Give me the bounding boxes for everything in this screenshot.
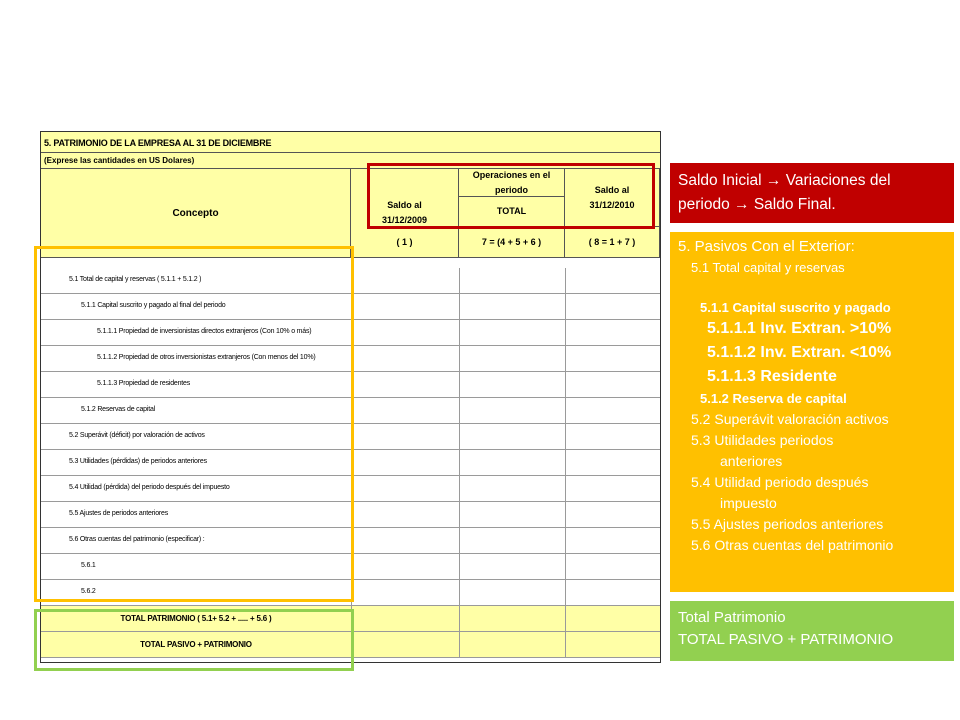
cell-total[interactable]	[459, 294, 565, 319]
callout-amber-item: anteriores	[720, 453, 783, 469]
callout-green-line2: TOTAL PASIVO + PATRIMONIO	[678, 631, 894, 648]
cell-saldo-final[interactable]	[565, 632, 660, 657]
cell-total[interactable]	[459, 476, 565, 501]
cell-saldo-inicial[interactable]	[351, 502, 459, 527]
highlight-amber-concepts	[34, 246, 354, 602]
callout-amber-item: impuesto	[720, 495, 777, 511]
callout-amber-item: 5.4 Utilidad periodo después	[691, 474, 869, 490]
cell-saldo-inicial[interactable]	[351, 346, 459, 371]
cell-saldo-final[interactable]	[565, 606, 660, 631]
row-label: TOTAL PASIVO + PATRIMONIO	[140, 640, 252, 649]
callout-amber-item: 5.1 Total capital y reservas	[691, 260, 845, 275]
cell-total[interactable]	[459, 372, 565, 397]
cell-saldo-final[interactable]	[565, 554, 660, 579]
header-total: TOTAL	[459, 197, 565, 227]
cell-saldo-inicial[interactable]	[351, 450, 459, 475]
callout-amber-item: 5.1.1.3 Residente	[707, 368, 837, 385]
row-label: 5.4 Utilidad (pérdida) del periodo después del impuesto	[69, 484, 230, 491]
cell-saldo-final[interactable]	[565, 320, 660, 345]
cell-saldo-final[interactable]	[565, 398, 660, 423]
callout-amber-item: 5.3 Utilidades periodos	[691, 432, 834, 448]
cell-total[interactable]	[459, 398, 565, 423]
header-code-1: ( 1 )	[351, 227, 459, 258]
header-concepto: Concepto	[41, 169, 351, 258]
header-saldo-inicial-line2: 31/12/2009	[381, 215, 428, 225]
cell-total[interactable]	[459, 554, 565, 579]
sheet-title: 5. PATRIMONIO DE LA EMPRESA AL 31 DE DICIEMBRE	[41, 132, 660, 153]
callout-green-line1: Total Patrimonio	[678, 609, 786, 626]
callout-amber	[670, 232, 954, 592]
callout-amber-item: 5.1.1.2 Inv. Extran. <10%	[707, 344, 892, 361]
cell-saldo-final[interactable]	[565, 502, 660, 527]
cell-saldo-inicial[interactable]	[351, 320, 459, 345]
header-code-8: ( 8 = 1 + 7 )	[565, 227, 660, 258]
callout-amber-item: 5.1.1 Capital suscrito y pagado	[700, 300, 891, 315]
row-label: 5.6.1	[81, 562, 96, 569]
header-saldo-final-line1: Saldo al	[594, 184, 630, 195]
row-label: 5.1.1 Capital suscrito y pagado al final del periodo	[81, 302, 226, 309]
callout-amber-item: 5.5 Ajustes periodos anteriores	[691, 516, 884, 532]
row-label: 5.6 Otras cuentas del patrimonio (especificar) :	[69, 536, 205, 543]
callout-amber-title: 5. Pasivos Con el Exterior:	[678, 238, 855, 255]
row-label: 5.1 Total de capital y reservas ( 5.1.1 + 5.1.2 )	[69, 276, 202, 283]
row-label: 5.6.2	[81, 588, 96, 595]
header-saldo-inicial-line1: Saldo al	[387, 200, 422, 210]
highlight-green-totals	[34, 609, 354, 671]
cell-saldo-final[interactable]	[565, 294, 660, 319]
callout-amber-item: 5.1.1.1 Inv. Extran. >10%	[707, 320, 892, 337]
cell-saldo-final[interactable]	[565, 346, 660, 371]
callout-red-text: Saldo Inicial → Variaciones del periodo → Saldo Final.	[678, 172, 891, 213]
callout-amber-item: 5.1.2 Reserva de capital	[700, 391, 847, 406]
cell-saldo-final[interactable]	[565, 372, 660, 397]
cell-saldo-final[interactable]	[565, 450, 660, 475]
row-label: 5.5 Ajustes de periodos anteriores	[69, 510, 169, 517]
cell-saldo-inicial[interactable]	[351, 424, 459, 449]
row-label: 5.2 Superávit (déficit) por valoración de activos	[69, 432, 205, 439]
cell-total[interactable]	[459, 320, 565, 345]
cell-saldo-inicial[interactable]	[351, 554, 459, 579]
cell-total[interactable]	[459, 346, 565, 371]
row-label: 5.1.1.3 Propiedad de residentes	[97, 380, 191, 387]
sheet-subtitle: (Exprese las cantidades en US Dolares)	[41, 153, 660, 169]
cell-total[interactable]	[459, 450, 565, 475]
cell-saldo-inicial[interactable]	[351, 372, 459, 397]
cell-total[interactable]	[459, 632, 565, 657]
row-label: 5.1.1.1 Propiedad de inversionistas directos extranjeros (Con 10% o más)	[97, 328, 312, 335]
header-code-7: 7 = (4 + 5 + 6 )	[459, 227, 565, 258]
cell-total[interactable]	[459, 580, 565, 605]
cell-saldo-final[interactable]	[565, 528, 660, 553]
cell-saldo-inicial[interactable]	[351, 294, 459, 319]
cell-total[interactable]	[459, 424, 565, 449]
highlight-red-columns	[367, 163, 655, 229]
header-operaciones: Operaciones en el periodo	[459, 169, 565, 197]
cell-saldo-inicial[interactable]	[351, 268, 459, 293]
callout-amber-item: 5.2 Superávit valoración activos	[691, 411, 889, 427]
callout-green	[670, 601, 954, 661]
cell-total[interactable]	[459, 502, 565, 527]
header-saldo-final-line2: 31/12/2010	[589, 199, 635, 210]
cell-total[interactable]	[459, 606, 565, 631]
callout-red	[670, 163, 954, 223]
cell-saldo-inicial[interactable]	[351, 476, 459, 501]
cell-total[interactable]	[459, 268, 565, 293]
row-label: TOTAL PATRIMONIO ( 5.1+ 5.2 + ..... + 5.6 )	[120, 614, 272, 623]
row-label: 5.1.2 Reservas de capital	[81, 406, 155, 413]
row-label: 5.3 Utilidades (pérdidas) de periodos anteriores	[69, 458, 207, 465]
cell-saldo-inicial[interactable]	[351, 632, 459, 657]
callout-amber-item: 5.6 Otras cuentas del patrimonio	[691, 537, 894, 553]
cell-saldo-final[interactable]	[565, 424, 660, 449]
cell-saldo-inicial[interactable]	[351, 580, 459, 605]
cell-saldo-inicial[interactable]	[351, 398, 459, 423]
row-label: 5.1.1.2 Propiedad de otros inversionistas extranjeros (Con menos del 10%)	[97, 354, 316, 361]
cell-saldo-inicial[interactable]	[351, 606, 459, 631]
cell-total[interactable]	[459, 528, 565, 553]
cell-saldo-final[interactable]	[565, 476, 660, 501]
cell-saldo-final[interactable]	[565, 580, 660, 605]
cell-saldo-final[interactable]	[565, 268, 660, 293]
cell-saldo-inicial[interactable]	[351, 528, 459, 553]
